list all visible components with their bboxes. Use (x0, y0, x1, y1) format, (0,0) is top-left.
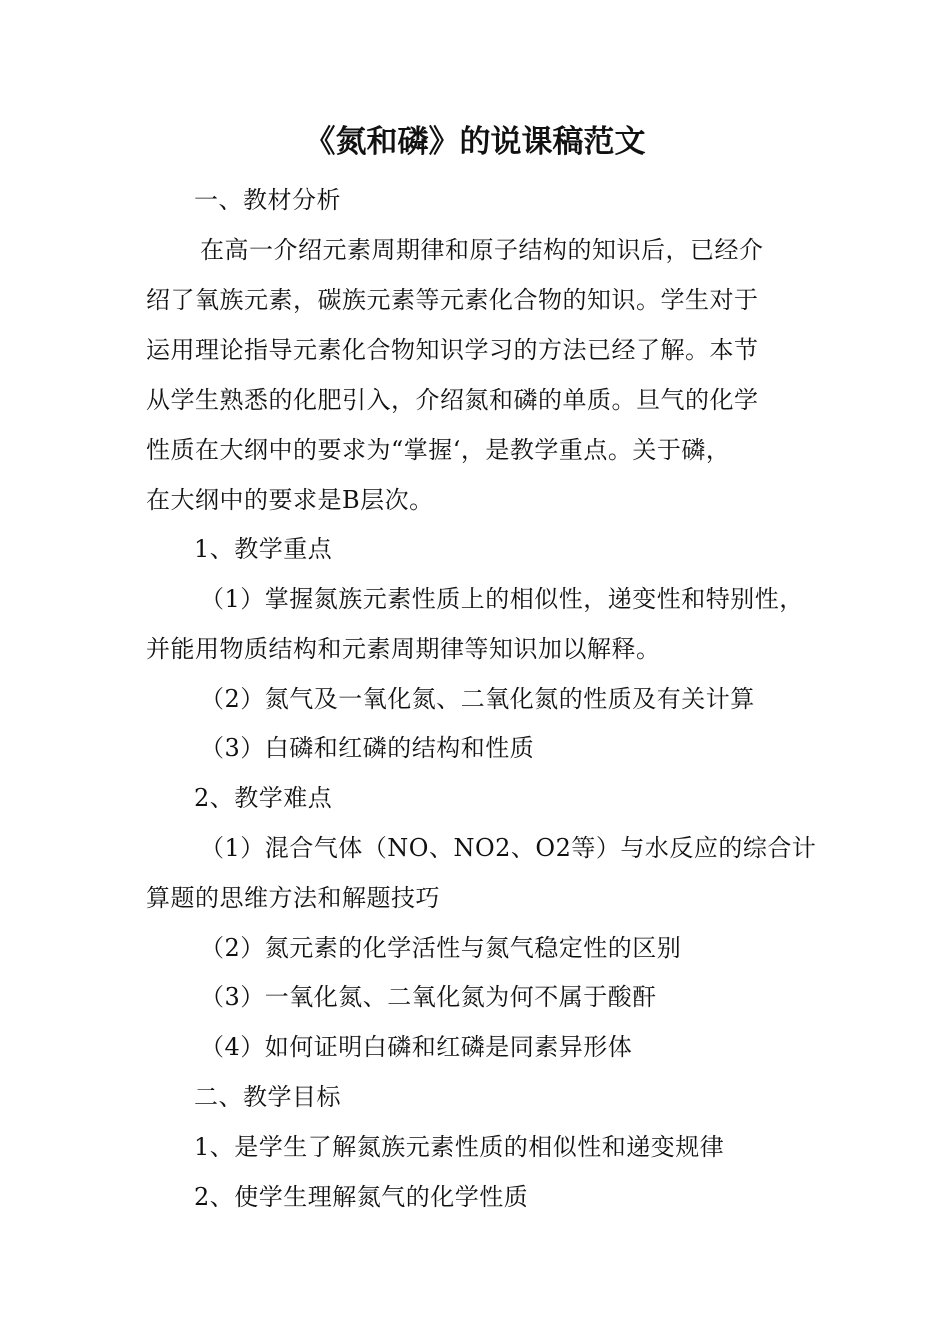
subheading-difficulties: 2、教学难点 (194, 784, 333, 812)
list-item: （2）氮气及一氧化氮、二氧化氮的性质及有关计算 (200, 685, 755, 713)
paragraph-line: 从学生熟悉的化肥引入，介绍氮和磷的单质。旦气的化学 (146, 386, 759, 414)
section-heading-objectives: 二、教学目标 (194, 1083, 341, 1111)
paragraph-line: 绍了氧族元素，碳族元素等元素化合物的知识。学生对于 (146, 286, 759, 314)
paragraph-line: 运用理论指导元素化合物知识学习的方法已经了解。本节 (146, 336, 759, 364)
paragraph-line: 性质在大纲中的要求为“掌握‘，是教学重点。关于磷， (146, 436, 731, 464)
list-item: （3）一氧化氮、二氧化氮为何不属于酸酐 (200, 983, 657, 1011)
list-item: （2）氮元素的化学活性与氮气稳定性的区别 (200, 934, 682, 962)
paragraph-line: 在大纲中的要求是B层次。 (146, 486, 434, 514)
subheading-key-points: 1、教学重点 (194, 535, 333, 563)
list-item-continuation: 并能用物质结构和元素周期律等知识加以解释。 (146, 635, 661, 663)
paragraph-line: 在高一介绍元素周期律和原子结构的知识后，已经介 (200, 236, 764, 264)
list-item: （1）掌握氮族元素性质上的相似性，递变性和特别性， (200, 585, 804, 613)
list-item: 2、使学生理解氮气的化学性质 (194, 1183, 529, 1211)
document-title: 《氮和磷》的说课稿范文 (304, 124, 646, 160)
list-item-continuation: 算题的思维方法和解题技巧 (146, 884, 440, 912)
list-item: （1）混合气体（NO、NO2、O2等）与水反应的综合计 (200, 834, 817, 862)
list-item: 1、是学生了解氮族元素性质的相似性和递变规律 (194, 1133, 725, 1161)
section-heading-materials: 一、教材分析 (194, 186, 341, 214)
list-item: （3）白磷和红磷的结构和性质 (200, 734, 535, 762)
list-item: （4）如何证明白磷和红磷是同素异形体 (200, 1033, 633, 1061)
